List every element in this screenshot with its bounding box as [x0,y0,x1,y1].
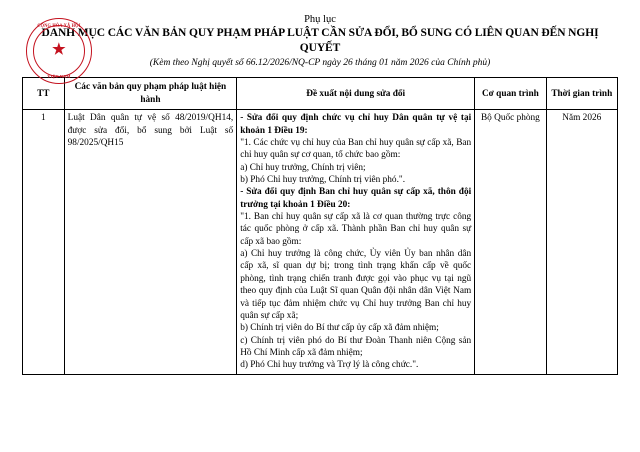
table-header-row [23,78,618,110]
seal-star-icon: ★ [52,41,66,58]
cell-co-quan: Bộ Quốc phòng [475,110,546,375]
de-xuat-para: c) Chính trị viên phó do Bí thư Đoàn Thanh niên Cộng sản Hồ Chí Minh cấp xã đảm nhiệm; [240,335,472,358]
de-xuat-para: b) Phó Chỉ huy trưởng, Chính trị viên phó.". [240,174,406,185]
de-xuat-para: "1. Các chức vụ chỉ huy của Ban chỉ huy quân sự cấp xã, Ban chỉ huy quân sự cơ quan, tổ chức bao gồm: [240,137,472,161]
de-xuat-para: a) Chỉ huy trưởng là công chức, Ủy viên Ủy ban nhân dân cấp xã, sĩ quan dự bị; trong tình trạng khẩn cấp về quốc phòng, tình trạng chiến tranh được gọi vào phục vụ tại ngũ theo quy định của Luật Sĩ quan Quân đội nhân dân Việt Nam và tiếp tục đảm nhiệm chức vụ Chỉ huy trưởng Ban chỉ huy quân sự cấp xã; [240,249,472,321]
column-header-de-xuat: Đề xuất nội dung sửa đổi [237,78,475,110]
column-header-van-ban: Các văn bản quy phạm pháp luật hiện hành [64,78,237,110]
appendix-table [22,77,618,374]
column-header-thoi-gian: Thời gian trình [546,78,617,110]
column-header-tt: TT [23,78,65,110]
de-xuat-para: d) Phó Chỉ huy trưởng và Trợ lý là công chức.". [240,360,419,371]
cell-thoi-gian: Năm 2026 [546,110,617,375]
page-subtitle: (Kèm theo Nghị quyết số 66.12/2026/NQ-CP ngày 26 tháng 01 năm 2026 của Chính phủ) [149,58,491,69]
de-xuat-para: "1. Ban chỉ huy quân sự cấp xã là cơ quan thường trực công tác quốc phòng ở cấp xã. Thành phần Ban chỉ huy quân sự cấp xã bao gồm: [240,212,472,247]
cell-van-ban: Luật Dân quân tự vệ số 48/2019/QH14, được sửa đổi, bổ sung bởi Luật số 98/2025/QH15 [64,110,237,375]
de-xuat-para: - Sửa đổi quy định Ban chỉ huy quân sự cấp xã, thôn đội trưởng tại khoản 1 Điều 20: [240,187,472,210]
seal-text-top: CỘNG HÒA XÃ HỘI [37,22,81,28]
national-seal-icon [26,18,92,84]
table-row [23,110,618,375]
seal-text-bottom: VIỆT NAM [47,74,71,79]
cell-tt: 1 [23,110,65,375]
column-header-co-quan: Cơ quan trình [475,78,546,110]
cell-de-xuat [237,110,475,375]
de-xuat-para: - Sửa đổi quy định chức vụ chỉ huy Dân quân tự vệ tại khoản 1 Điều 19: [240,113,472,136]
de-xuat-para: b) Chính trị viên do Bí thư cấp ủy cấp xã đảm nhiệm; [240,323,439,334]
de-xuat-para: a) Chỉ huy trưởng, Chính trị viên; [240,162,366,173]
appendix-label: Phụ lục [304,14,336,25]
document-header [22,14,618,68]
page-title: DANH MỤC CÁC VĂN BẢN QUY PHẠM PHÁP LUẬT CẦN SỬA ĐỔI, BỔ SUNG CÓ LIÊN QUAN ĐẾN NGHỊ QUYẾT [41,27,599,54]
